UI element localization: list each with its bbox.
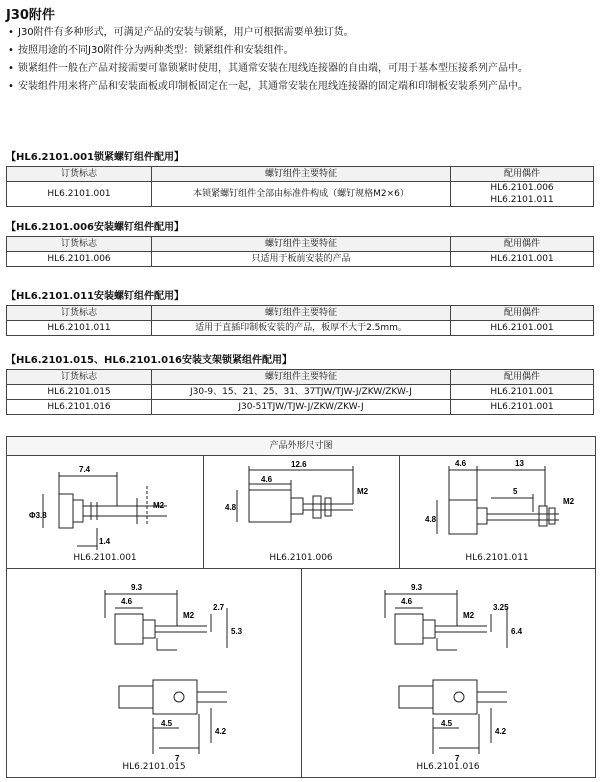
order-cell: HL6.2101.015 xyxy=(7,385,152,400)
drawing-015-svg xyxy=(7,568,301,777)
dim-label: 4.5 xyxy=(161,719,173,728)
dim-label: 4.6 xyxy=(401,597,413,606)
drawing-caption: HL6.2101.015 xyxy=(122,762,186,772)
drawing-caption: HL6.2101.016 xyxy=(416,762,480,772)
mate-line: HL6.2101.011 xyxy=(490,195,554,205)
drawing-016-svg xyxy=(301,568,595,777)
dimension-drawings-panel xyxy=(6,436,596,778)
feature-cell: 只适用于板前安装的产品 xyxy=(152,252,451,267)
dim-label: 7.4 xyxy=(79,465,91,474)
feature-cell: J30-51TJW/TJW-J/ZKW/ZKW-J xyxy=(152,400,451,415)
table-001 xyxy=(6,166,594,207)
col-header-feature: 螺钉组件主要特征 xyxy=(152,370,451,385)
dim-label: M2 xyxy=(183,611,195,620)
drawing-caption: HL6.2101.001 xyxy=(73,553,137,563)
dim-label: M2 xyxy=(153,501,165,510)
feature-cell: J30-9、15、21、25、31、37TJW/TJW-J/ZKW/ZKW-J xyxy=(152,385,451,400)
table-006 xyxy=(6,236,594,267)
drawing-006 xyxy=(203,456,400,569)
section-title-001: 【HL6.2101.001锁紧螺钉组件配用】 xyxy=(6,152,185,163)
dim-label: 6.4 xyxy=(511,627,523,636)
dim-label: 4.6 xyxy=(455,459,467,468)
col-header-order: 订货标志 xyxy=(7,237,152,252)
bullet-item: • J30附件有多种形式，可满足产品的安装与锁紧，用户可根据需要单独订货。 xyxy=(6,25,594,41)
dim-label: 5.3 xyxy=(231,627,243,636)
col-header-order: 订货标志 xyxy=(7,370,152,385)
col-header-mate: 配用偶件 xyxy=(451,167,594,182)
col-header-order: 订货标志 xyxy=(7,306,152,321)
mate-cell: HL6.2101.001 xyxy=(451,321,594,336)
dim-label: M2 xyxy=(357,487,369,496)
col-header-order: 订货标志 xyxy=(7,167,152,182)
bullet-item: • 锁紧组件一般在产品对接需要可靠锁紧时使用，其通常安装在甩线连接器的自由端，可用于基本型压接系列产品中。 xyxy=(6,61,594,77)
section-title-011: 【HL6.2101.011安装螺钉组件配用】 xyxy=(6,291,185,302)
intro-list xyxy=(6,25,594,97)
table-011 xyxy=(6,305,594,336)
order-cell: HL6.2101.001 xyxy=(7,182,152,207)
order-cell: HL6.2101.006 xyxy=(7,252,152,267)
feature-cell: 适用于直插印制板安装的产品，板厚不大于2.5mm。 xyxy=(152,321,451,336)
col-header-feature: 螺钉组件主要特征 xyxy=(152,306,451,321)
dim-label: 4.6 xyxy=(261,475,273,484)
drawing-006-svg xyxy=(203,456,399,568)
table-row xyxy=(7,182,594,207)
bullet-item: • 按照用途的不同J30附件分为两种类型：锁紧组件和安装组件。 xyxy=(6,43,594,59)
table-row xyxy=(7,400,594,415)
drawing-caption: HL6.2101.011 xyxy=(465,553,529,563)
order-cell: HL6.2101.016 xyxy=(7,400,152,415)
order-cell: HL6.2101.011 xyxy=(7,321,152,336)
drawing-001 xyxy=(7,456,204,569)
col-header-mate: 配用偶件 xyxy=(451,237,594,252)
dim-label: 9.3 xyxy=(131,583,143,592)
dim-label: 5 xyxy=(513,487,518,496)
section-title-015-016: 【HL6.2101.015、HL6.2101.016安装支架锁紧组件配用】 xyxy=(6,355,293,366)
drawing-015 xyxy=(7,568,302,777)
mate-cell: HL6.2101.001 xyxy=(451,385,594,400)
table-row xyxy=(7,321,594,336)
dim-label: 4.8 xyxy=(425,515,437,524)
mate-cell xyxy=(451,182,594,207)
dim-label: Φ3.8 xyxy=(29,511,47,520)
dim-label: 4.5 xyxy=(441,719,453,728)
mate-cell: HL6.2101.001 xyxy=(451,252,594,267)
dim-label: 12.6 xyxy=(291,460,307,469)
section-title-006: 【HL6.2101.006安装螺钉组件配用】 xyxy=(6,222,185,233)
table-015-016 xyxy=(6,369,594,415)
dim-label: 1.4 xyxy=(99,537,111,546)
dimension-title: 产品外形尺寸图 xyxy=(7,437,595,456)
drawing-001-svg xyxy=(7,456,203,568)
col-header-feature: 螺钉组件主要特征 xyxy=(152,167,451,182)
col-header-mate: 配用偶件 xyxy=(451,370,594,385)
dim-label: 13 xyxy=(515,459,524,468)
page-title: J30附件 xyxy=(6,8,55,23)
dim-label: 3.25 xyxy=(493,603,509,612)
dim-label: M2 xyxy=(563,497,575,506)
dim-label: 4.2 xyxy=(495,727,507,736)
drawing-016 xyxy=(301,568,595,777)
drawing-caption: HL6.2101.006 xyxy=(269,553,333,563)
dim-label: 4.2 xyxy=(215,727,227,736)
dim-label: 7 xyxy=(455,754,460,763)
dim-label: M2 xyxy=(463,611,475,620)
dim-label: 4.8 xyxy=(225,503,237,512)
feature-cell: 本锁紧螺钉组件全部由标准件构成（螺钉规格M2×6） xyxy=(152,182,451,207)
table-row xyxy=(7,385,594,400)
dim-label: 7 xyxy=(175,754,180,763)
dim-label: 2.7 xyxy=(213,603,225,612)
table-row xyxy=(7,252,594,267)
drawing-011 xyxy=(399,456,595,569)
drawing-011-svg xyxy=(399,456,595,568)
mate-line: HL6.2101.006 xyxy=(490,183,554,193)
col-header-feature: 螺钉组件主要特征 xyxy=(152,237,451,252)
dim-label: 4.6 xyxy=(121,597,133,606)
mate-cell: HL6.2101.001 xyxy=(451,400,594,415)
col-header-mate: 配用偶件 xyxy=(451,306,594,321)
bullet-item: • 安装组件用来将产品和安装面板或印制板固定在一起，其通常安装在甩线连接器的固定端和印制板安装系列产品中。 xyxy=(6,79,594,95)
dim-label: 9.3 xyxy=(411,583,423,592)
